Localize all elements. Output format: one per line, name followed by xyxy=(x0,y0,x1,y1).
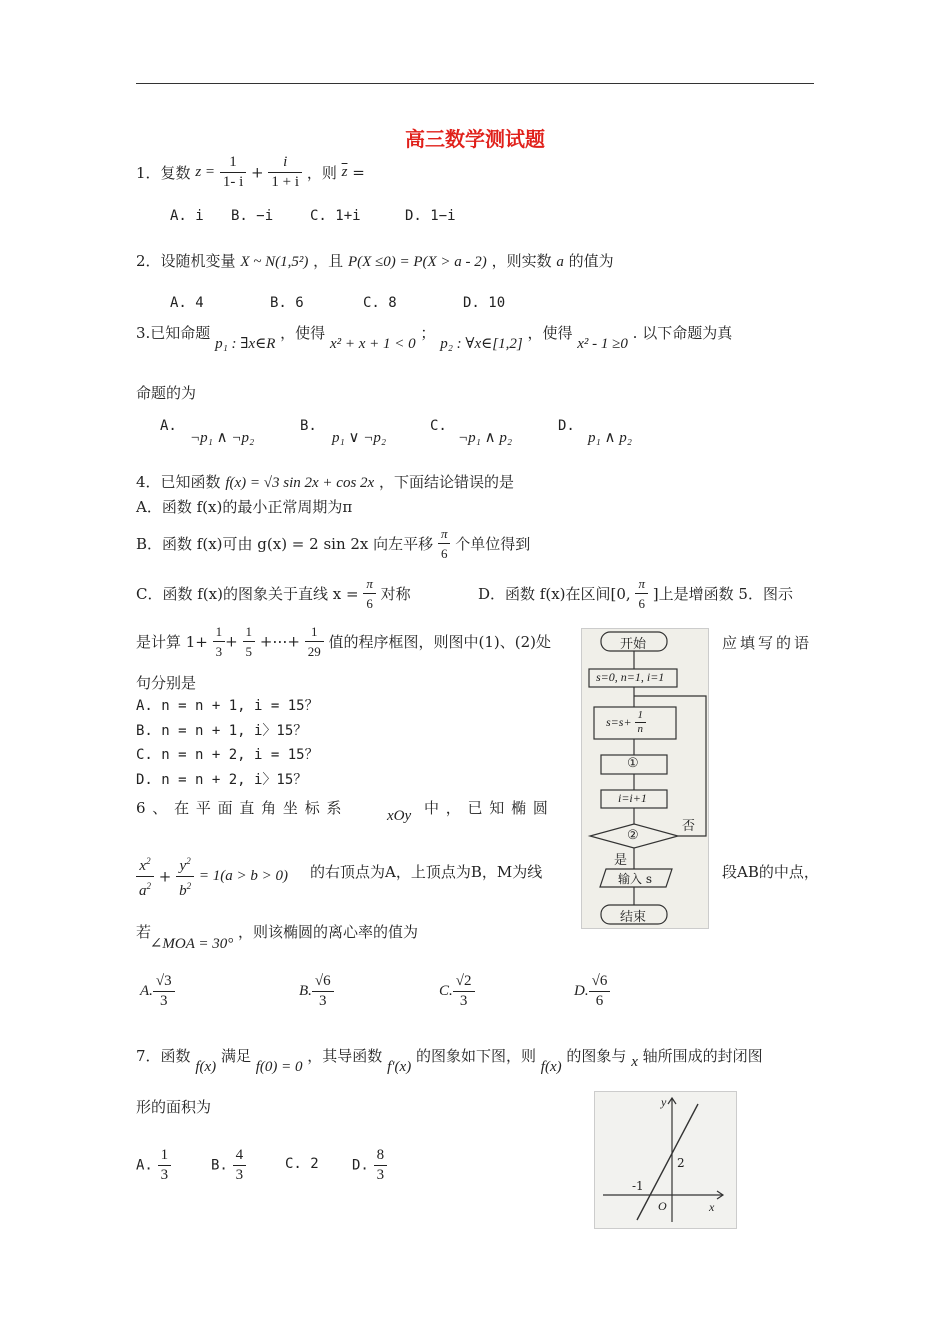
q1-option-c[interactable]: C. 1+i xyxy=(310,208,361,224)
graph-2-label: 2 xyxy=(677,1156,685,1170)
q1-option-a[interactable]: A. i xyxy=(170,208,204,224)
q3-option-a-label[interactable]: A. xyxy=(160,418,177,434)
q3-option-c-label[interactable]: C. xyxy=(430,418,447,434)
question-7-stem: 7．函数 f(x) 满足 f(0) = 0 ，其导函数 f′(x) 的图象如下图，则 f(x) 的图象与 x 轴所围成的封闭图 xyxy=(136,1047,763,1075)
q6-option-a[interactable]: A. $\frac{√3}{3}$ xyxy=(140,972,175,1011)
q3-option-b-expr: p₁ ∨ ¬p₂ xyxy=(332,430,387,446)
q3-option-d-label[interactable]: D. xyxy=(558,418,575,434)
q2-option-c[interactable]: C. 8 xyxy=(363,295,397,311)
question-3-stem: 3.已知命题 p₁ : ∃x∈R ，使得 x² + x + 1 < 0 ； p₂ : ∀x∈[1,2] ，使得 x² - 1 ≥0 . 以下命题为真 xyxy=(136,324,733,352)
q6-option-d[interactable]: D. $\frac{√6}{6}$ xyxy=(574,972,610,1011)
q2-option-a[interactable]: A. 4 xyxy=(170,295,204,311)
graph-x-label: x xyxy=(709,1200,715,1214)
q6-ellipse-equation: $\frac{x^2}{a^2}$ + $\frac{y^2}{b^2}$ = 1(a > b > 0) xyxy=(136,852,288,901)
derivative-line xyxy=(637,1104,698,1220)
q3-option-d-expr: p₁ ∧ p₂ xyxy=(588,430,632,446)
graph-y-label: y xyxy=(661,1095,667,1109)
page-title: 高三数学测试题 xyxy=(405,127,545,151)
q6-option-b[interactable]: B. $\frac{√6}{3}$ xyxy=(299,972,334,1011)
q3-option-c-expr: ¬p₁ ∧ p₂ xyxy=(458,430,513,446)
graph-neg1-label: -1 xyxy=(632,1179,644,1193)
question-5-stem: 是计算 1+ $\frac{1}{3}$ + $\frac{1}{5}$ +⋯+ $\frac{1}{29}$ 值的程序框图，则图中(1)、(2)处 xyxy=(136,624,552,659)
q6-xoy: xOy xyxy=(387,808,412,824)
flow-cond-label: ② xyxy=(627,828,639,843)
flow-assign-label: s=s+ $\frac{1}{n}$ xyxy=(606,709,646,736)
flow-yes-label: 是 xyxy=(614,853,628,868)
question-5-stem-cont: 句分别是 xyxy=(136,674,197,692)
flow-end-label: 结束 xyxy=(620,910,647,925)
question-5-stem-right: 应填写的语 xyxy=(722,634,813,652)
derivative-graph-figure xyxy=(594,1091,737,1229)
question-6-stem-c: 的右顶点为A，上顶点为B，M为线 xyxy=(310,863,543,881)
q6-option-c[interactable]: C. $\frac{√2}{3}$ xyxy=(439,972,475,1011)
q1-option-d[interactable]: D. 1−i xyxy=(405,208,456,224)
header-rule xyxy=(136,83,814,84)
q4-option-b[interactable]: B．函数 f(x)可由 g(x) = 2 sin 2x 向左平移 $\frac{\pi}{6}$ 个单位得到 xyxy=(136,526,531,561)
graph-origin-label: O xyxy=(658,1199,667,1213)
q2-option-d[interactable]: D. 10 xyxy=(463,295,506,311)
q7-option-d[interactable]: D. $\frac{8}{3}$ xyxy=(352,1146,387,1185)
q7-option-b[interactable]: B. $\frac{4}{3}$ xyxy=(211,1146,246,1185)
q4-option-c[interactable]: C．函数 f(x)的图象关于直线 x = $\frac{\pi}{6}$ 对称 xyxy=(136,576,411,611)
flow-no-label: 否 xyxy=(682,819,696,834)
flow-incr-label: i=i+1 xyxy=(618,791,647,805)
question-7-stem-cont: 形的面积为 xyxy=(136,1098,212,1116)
flow-box1-label: ① xyxy=(627,756,639,771)
flow-output-label: 输入 s xyxy=(618,872,652,886)
q7-option-c[interactable]: C. 2 xyxy=(285,1156,319,1172)
q3-option-b-label[interactable]: B. xyxy=(300,418,317,434)
q5-option-a[interactable]: A. n = n + 1, i = 15？ xyxy=(136,698,319,714)
q5-option-c[interactable]: C. n = n + 2, i = 15？ xyxy=(136,747,319,763)
q1-option-b[interactable]: B. −i xyxy=(231,208,274,224)
question-3-stem-cont: 命题的为 xyxy=(136,384,197,402)
question-1-stem: 1．复数 z = $\frac{1}{1- i}$ + $\frac{i}{1 + i}$ ，则 $\overline{z}$ = xyxy=(136,154,365,190)
question-6-stem-b: 中 ， 已 知 椭 圆 xyxy=(424,799,549,817)
flow-start-label: 开始 xyxy=(620,637,647,652)
question-6-stem-d: 段AB的中点， xyxy=(722,863,819,881)
flowchart-figure xyxy=(581,628,709,929)
flow-init-label: s=0, n=1, i=1 xyxy=(596,670,665,684)
q3-option-a-expr: ¬p₁ ∧ ¬p₂ xyxy=(190,430,255,446)
question-6-stem: 6 、 在 平 面 直 角 坐 标 系 xyxy=(136,799,343,817)
q5-option-b[interactable]: B. n = n + 1, i〉15？ xyxy=(136,723,308,739)
q4-option-d[interactable]: D．函数 f(x)在区间[0, $\frac{\pi}{6}$ ]上是增函数 5．图示 xyxy=(478,576,793,611)
question-6-stem-e: 若 ∠MOA = 30° ，则该椭圆的离心率的值为 xyxy=(136,923,419,952)
q2-option-b[interactable]: B. 6 xyxy=(270,295,304,311)
question-4-stem: 4．已知函数 f(x) = √3 sin 2x + cos 2x ，下面结论错误的是 xyxy=(136,473,514,491)
q5-option-d[interactable]: D. n = n + 2, i〉15？ xyxy=(136,772,308,788)
question-2-stem: 2．设随机变量 X ~ N(1,5²) ，且 P(X ≤0) = P(X > a - 2) ，则实数 a 的值为 xyxy=(136,252,614,270)
q4-option-a[interactable]: A．函数 f(x)的最小正常周期为π xyxy=(136,498,353,516)
q7-option-a[interactable]: A. $\frac{1}{3}$ xyxy=(136,1146,171,1185)
